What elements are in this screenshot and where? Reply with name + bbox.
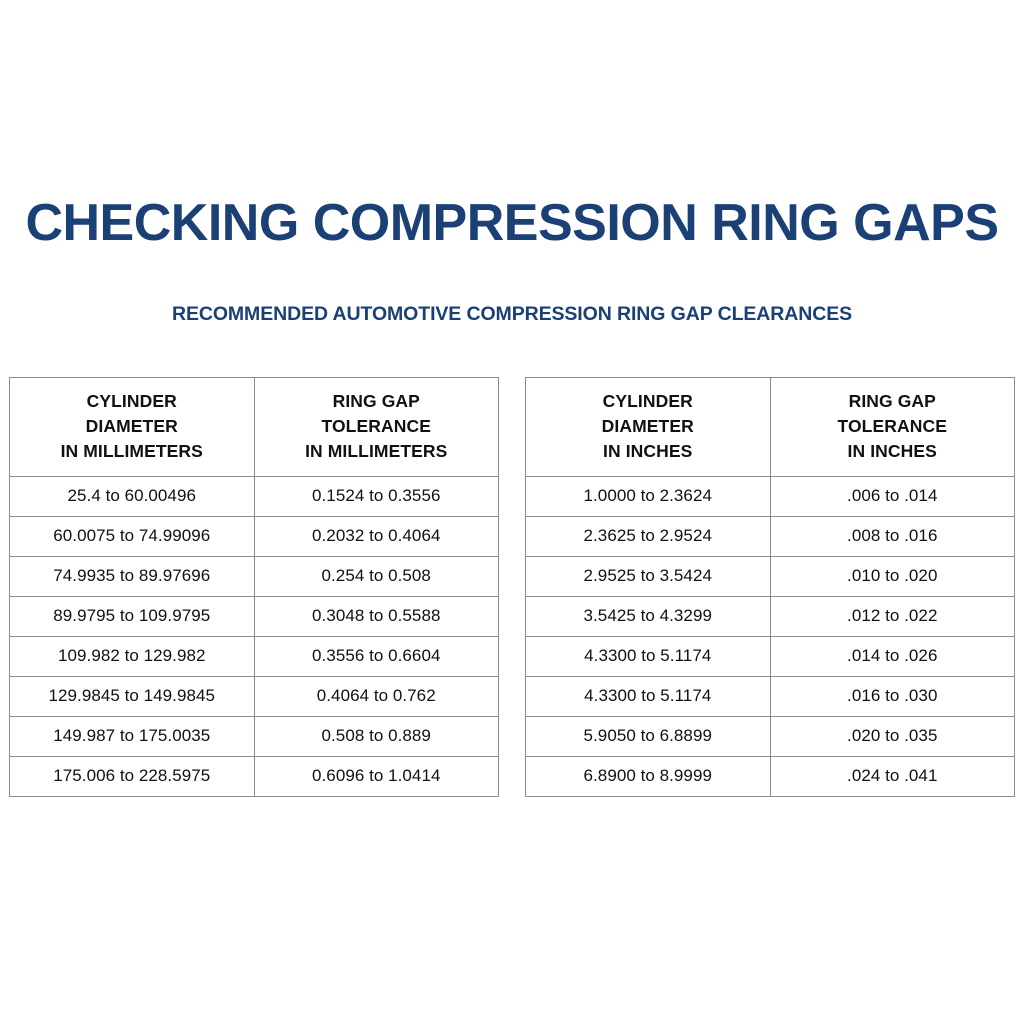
cell-cylinder-diameter: 3.5425 to 4.3299 bbox=[526, 596, 771, 636]
cell-ring-gap-tolerance: 0.4064 to 0.762 bbox=[254, 676, 499, 716]
imperial-table-body bbox=[526, 476, 1015, 796]
cell-ring-gap-tolerance: 0.1524 to 0.3556 bbox=[254, 476, 499, 516]
table-row bbox=[526, 636, 1015, 676]
column-header-cylinder-diameter-mm: CYLINDER DIAMETER IN MILLIMETERS bbox=[10, 378, 255, 477]
column-header-cylinder-diameter-in: CYLINDER DIAMETER IN INCHES bbox=[526, 378, 771, 477]
cell-ring-gap-tolerance: .020 to .035 bbox=[770, 716, 1015, 756]
cell-cylinder-diameter: 6.8900 to 8.9999 bbox=[526, 756, 771, 796]
cell-ring-gap-tolerance: 0.254 to 0.508 bbox=[254, 556, 499, 596]
cell-cylinder-diameter: 74.9935 to 89.97696 bbox=[10, 556, 255, 596]
table-row bbox=[526, 716, 1015, 756]
table-row bbox=[10, 756, 499, 796]
cell-ring-gap-tolerance: .012 to .022 bbox=[770, 596, 1015, 636]
table-row bbox=[526, 756, 1015, 796]
cell-ring-gap-tolerance: 0.2032 to 0.4064 bbox=[254, 516, 499, 556]
cell-cylinder-diameter: 4.3300 to 5.1174 bbox=[526, 676, 771, 716]
cell-ring-gap-tolerance: .010 to .020 bbox=[770, 556, 1015, 596]
cell-ring-gap-tolerance: 0.6096 to 1.0414 bbox=[254, 756, 499, 796]
table-row bbox=[526, 476, 1015, 516]
cell-cylinder-diameter: 129.9845 to 149.9845 bbox=[10, 676, 255, 716]
cell-ring-gap-tolerance: .016 to .030 bbox=[770, 676, 1015, 716]
cell-cylinder-diameter: 149.987 to 175.0035 bbox=[10, 716, 255, 756]
cell-cylinder-diameter: 4.3300 to 5.1174 bbox=[526, 636, 771, 676]
page-title: CHECKING COMPRESSION RING GAPS bbox=[25, 194, 999, 252]
table-row bbox=[10, 556, 499, 596]
cell-cylinder-diameter: 175.006 to 228.5975 bbox=[10, 756, 255, 796]
cell-ring-gap-tolerance: 0.3048 to 0.5588 bbox=[254, 596, 499, 636]
imperial-table-head bbox=[526, 378, 1015, 477]
column-header-ring-gap-tolerance-in: RING GAP TOLERANCE IN INCHES bbox=[770, 378, 1015, 477]
table-header-row bbox=[526, 378, 1015, 477]
metric-table-body bbox=[10, 476, 499, 796]
table-header-row bbox=[10, 378, 499, 477]
table-row bbox=[526, 556, 1015, 596]
cell-cylinder-diameter: 1.0000 to 2.3624 bbox=[526, 476, 771, 516]
table-row bbox=[10, 596, 499, 636]
cell-ring-gap-tolerance: .014 to .026 bbox=[770, 636, 1015, 676]
metric-table bbox=[9, 377, 499, 797]
table-row bbox=[10, 516, 499, 556]
table-row bbox=[10, 676, 499, 716]
table-row bbox=[10, 476, 499, 516]
cell-cylinder-diameter: 5.9050 to 6.8899 bbox=[526, 716, 771, 756]
cell-ring-gap-tolerance: 0.3556 to 0.6604 bbox=[254, 636, 499, 676]
table-row bbox=[10, 716, 499, 756]
page-subtitle: RECOMMENDED AUTOMOTIVE COMPRESSION RING GAP CLEARANCES bbox=[171, 303, 853, 325]
cell-cylinder-diameter: 60.0075 to 74.99096 bbox=[10, 516, 255, 556]
cell-cylinder-diameter: 25.4 to 60.00496 bbox=[10, 476, 255, 516]
table-row bbox=[526, 596, 1015, 636]
table-row bbox=[526, 516, 1015, 556]
column-header-ring-gap-tolerance-mm: RING GAP TOLERANCE IN MILLIMETERS bbox=[254, 378, 499, 477]
tables-container bbox=[0, 377, 1024, 797]
cell-cylinder-diameter: 109.982 to 129.982 bbox=[10, 636, 255, 676]
metric-table-head bbox=[10, 378, 499, 477]
cell-ring-gap-tolerance: .006 to .014 bbox=[770, 476, 1015, 516]
cell-cylinder-diameter: 2.9525 to 3.5424 bbox=[526, 556, 771, 596]
cell-cylinder-diameter: 2.3625 to 2.9524 bbox=[526, 516, 771, 556]
cell-ring-gap-tolerance: .008 to .016 bbox=[770, 516, 1015, 556]
cell-ring-gap-tolerance: 0.508 to 0.889 bbox=[254, 716, 499, 756]
table-row bbox=[10, 636, 499, 676]
table-row bbox=[526, 676, 1015, 716]
cell-cylinder-diameter: 89.9795 to 109.9795 bbox=[10, 596, 255, 636]
cell-ring-gap-tolerance: .024 to .041 bbox=[770, 756, 1015, 796]
imperial-table bbox=[525, 377, 1015, 797]
